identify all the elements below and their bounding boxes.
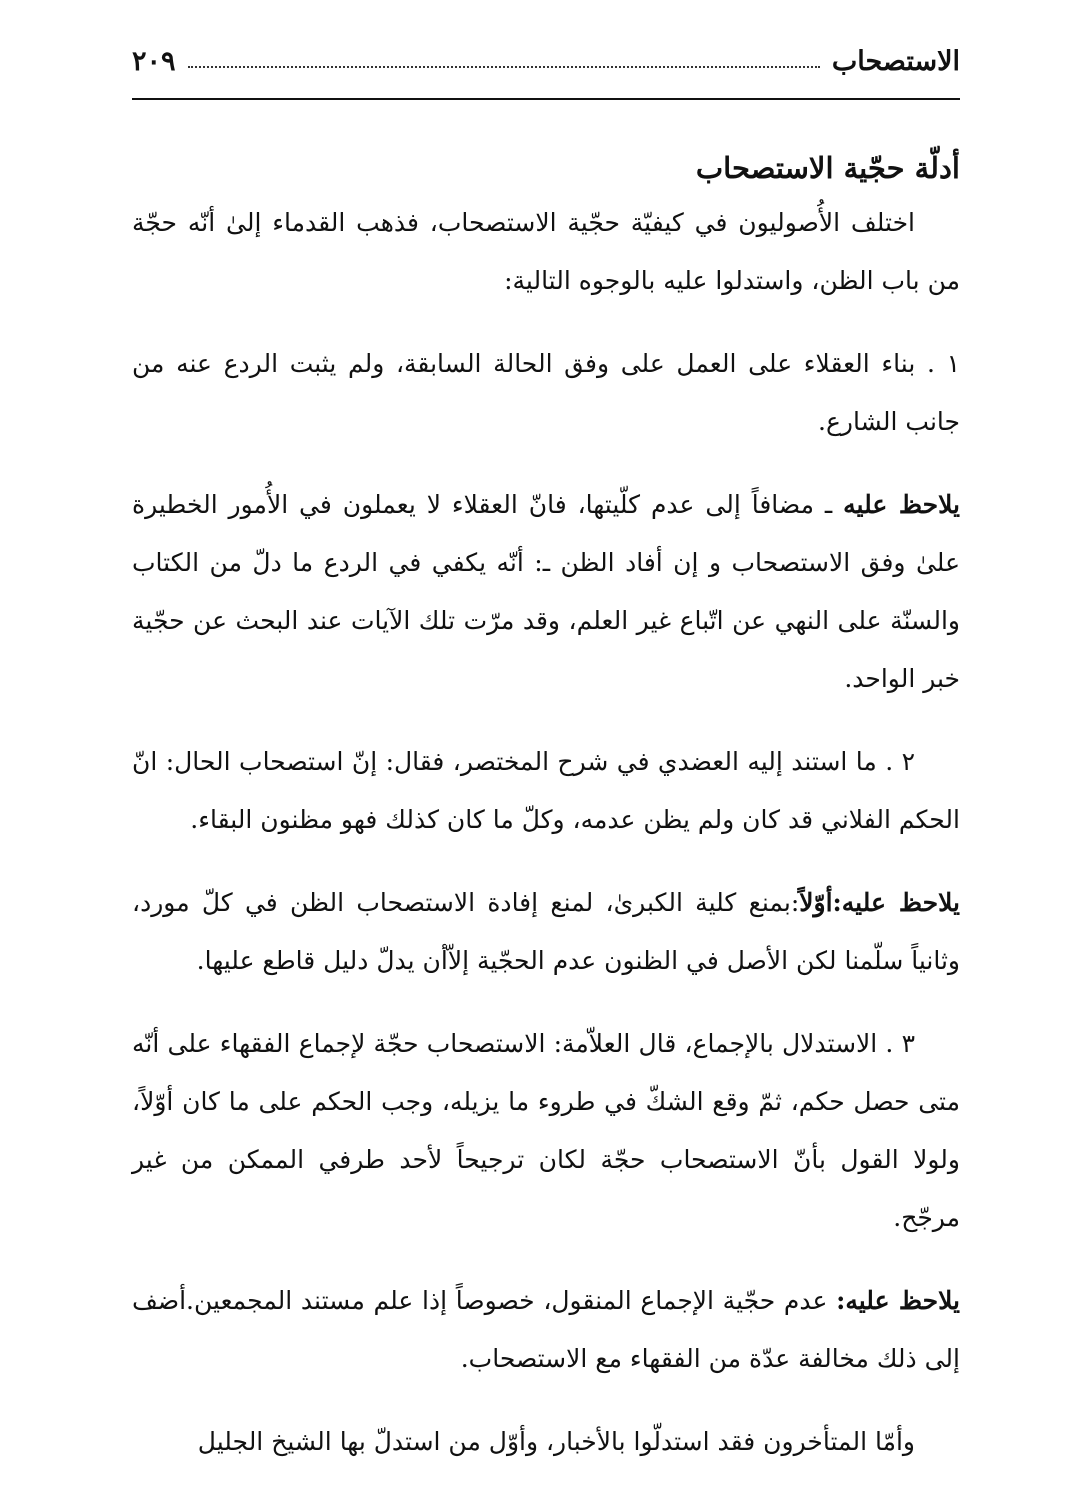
observation-3-label: يلاحظ عليه: <box>836 1286 960 1315</box>
chapter-title: الاستصحاب <box>831 45 960 77</box>
observation-2-text: :بمنع كلية الكبرىٰ، لمنع إفادة الاستصحاب الظن في كلّ مورد، وثانياً سلّمنا لكن الأصل في الظنون عدم الحجّية إلاّأن يدلّ دليل قاطع عليها. <box>132 888 960 975</box>
observation-3-text: عدم حجّية الإجماع المنقول، خصوصاً إذا علم مستند المجمعين.أضف إلى ذلك مخالفة عدّة من الفقهاء مع الاستصحاب. <box>132 1286 960 1373</box>
observation-1 <box>132 476 960 708</box>
argument-3-text: ٣ . الاستدلال بالإجماع، قال العلاّمة: الاستصحاب حجّة لإجماع الفقهاء على أنّه متى حصل حكم، ثمّ وقع الشكّ في طروء ما يزيله، وجب الحكم على ما كان أوّلاً، ولولا القول بأنّ الاستصحاب حجّة لكان ترجيحاً لأحد طرفي الممكن من غير مرجّح. <box>132 1029 960 1232</box>
argument-1-text: ١ . بناء العقلاء على العمل على وفق الحالة السابقة، ولم يثبت الردع عنه من جانب الشارع. <box>132 349 960 436</box>
book-page <box>132 36 960 1496</box>
argument-2-text: ٢ . ما استند إليه العضدي في شرح المختصر، فقال: إنّ استصحاب الحال: انّ الحكم الفلاني قد كان ولم يظن عدمه، وكلّ ما كان كذلك فهو مظنون البقاء. <box>132 747 960 834</box>
intro-paragraph <box>132 194 960 310</box>
observation-2-first-label: أوّلاً <box>799 888 833 917</box>
argument-2 <box>132 733 960 849</box>
observation-2 <box>132 874 960 990</box>
observation-2-label: يلاحظ عليه: <box>832 888 960 917</box>
final-text: وأمّا المتأخرون فقد استدلّوا بالأخبار، وأوّل من استدلّ بها الشيخ الجليل <box>197 1427 915 1456</box>
argument-3 <box>132 1015 960 1247</box>
argument-1 <box>132 335 960 451</box>
page-number: ٢٠٩ <box>132 45 176 77</box>
observation-3 <box>132 1272 960 1388</box>
intro-text: اختلف الأُصوليون في كيفيّة حجّية الاستصحاب، فذهب القدماء إلىٰ أنّه حجّة من باب الظن، واستدلوا عليه بالوجوه التالية: <box>132 208 960 295</box>
dotted-leader <box>188 66 820 68</box>
header-rule <box>132 98 960 100</box>
section-heading: أدلّة حجّية الاستصحاب <box>695 151 960 185</box>
running-header <box>132 36 960 86</box>
observation-1-label: يلاحظ عليه <box>843 490 960 519</box>
observation-1-text: ـ مضافاً إلى عدم كلّيتها، فانّ العقلاء لا يعملون في الأُمور الخطيرة علىٰ وفق الاستصحاب و إن أفاد الظن ـ: أنّه يكفي في الردع ما دلّ من الكتاب والسنّة على النهي عن اتّباع غير العلم، وقد مرّت تلك الآيات عند البحث عن حجّية خبر الواحد. <box>132 490 960 693</box>
final-paragraph <box>132 1413 960 1471</box>
